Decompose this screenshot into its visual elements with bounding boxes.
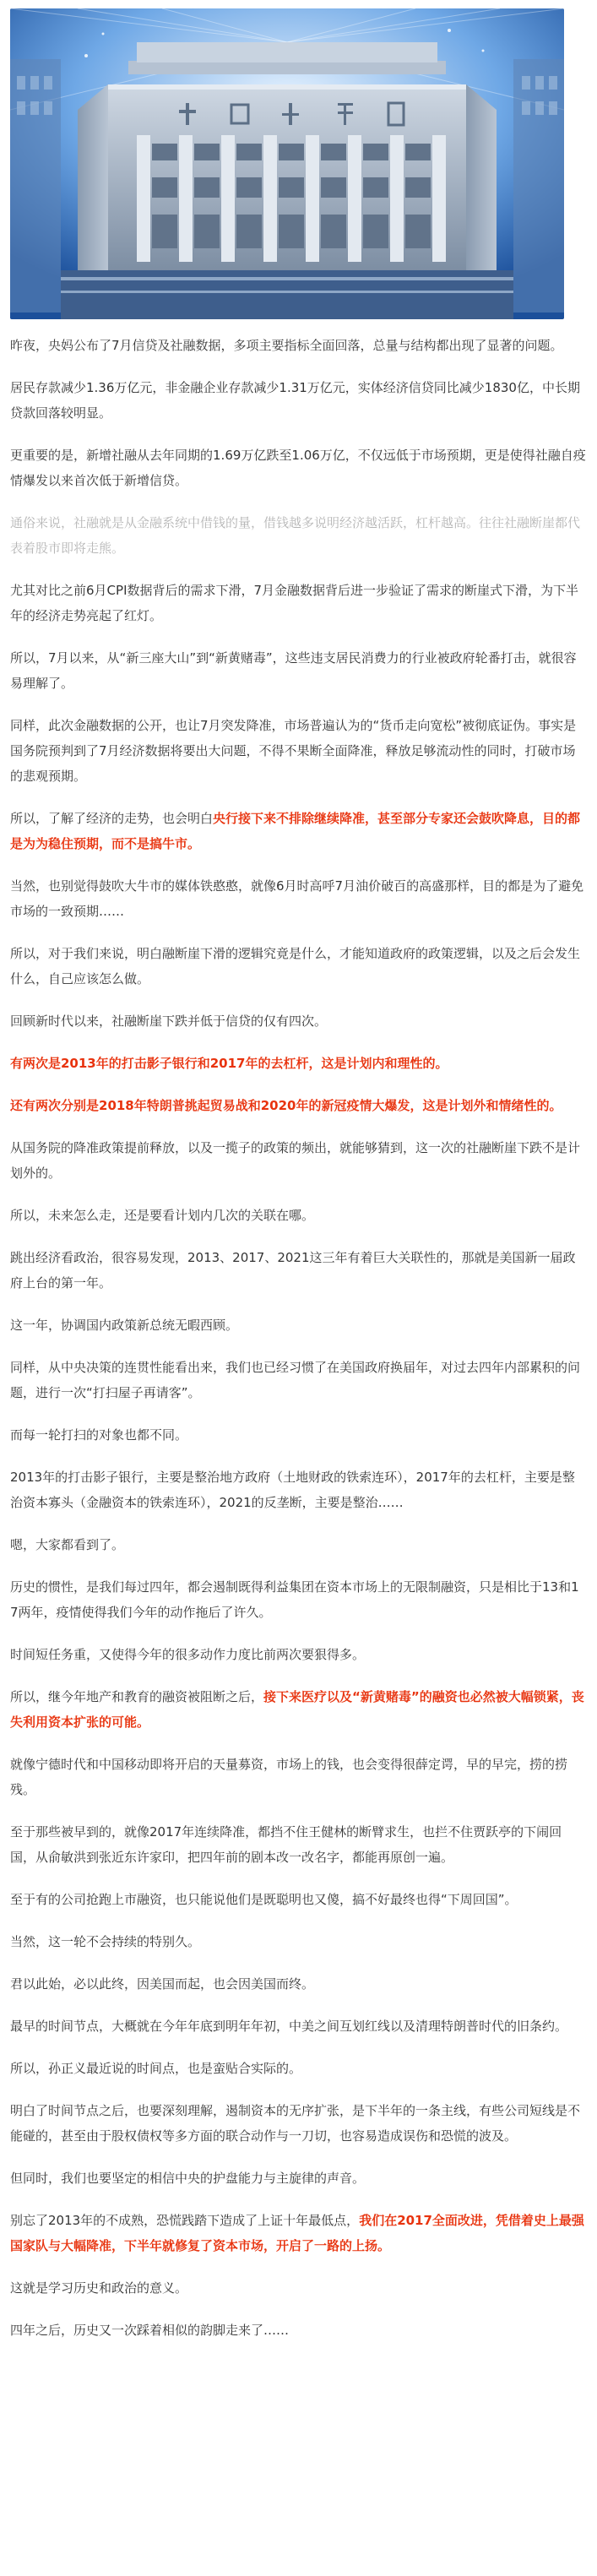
- paragraph-p31: [10, 2056, 587, 2081]
- text-span: 同样，从中央决策的连贯性能看出来，我们也已经习惯了在美国政府换届年，对过去四年内部累积的问题，进行一次“打扫屋子再请客”。: [10, 1360, 581, 1400]
- article-body: [10, 333, 587, 2360]
- paragraph-p27: [10, 1887, 587, 1912]
- paragraph-p10: [10, 941, 587, 992]
- paragraph-p19: [10, 1422, 587, 1448]
- text-span: 所以，继今年地产和教育的融资被阻断之后，: [10, 1689, 264, 1704]
- text-span: 历史的惯性，是我们每过四年，都会遏制既得利益集团在资本市场上的无限制融资，只是相比于13和17两年，疫情使得我们今年的动作拖后了许久。: [10, 1579, 579, 1620]
- text-span: 所以，孙正义最近说的时间点，也是蛮贴合实际的。: [10, 2061, 302, 2076]
- text-span: 回顾新时代以来，社融断崖下跌并低于信贷的仅有四次。: [10, 1014, 328, 1029]
- paragraph-p24: [10, 1684, 587, 1735]
- text-span: 跳出经济看政治，很容易发现，2013、2017、2021这三年有着巨大关联性的，那就是美国新一届政府上台的第一年。: [10, 1250, 576, 1291]
- paragraph-p11: [10, 1008, 587, 1034]
- paragraph-p30: [10, 2014, 587, 2039]
- paragraph-p33: [10, 2166, 587, 2191]
- text-span: 嗯，大家都看到了。: [10, 1537, 125, 1552]
- hero-image: [10, 8, 564, 319]
- paragraph-p2: [10, 375, 587, 426]
- paragraph-p23: [10, 1642, 587, 1667]
- text-span: 还有两次分别是2018年特朗普挑起贸易战和2020年的新冠疫情大爆发，这是计划外和情绪性的。: [10, 1098, 562, 1113]
- paragraph-p15: [10, 1203, 587, 1228]
- paragraph-p36: [10, 2318, 587, 2343]
- text-span: 2013年的打击影子银行，主要是整治地方政府（土地财政的铁索连环），2017年的去杠杆，主要是整治资本寡头（金融资本的铁索连环），2021的反垄断，主要是整治……: [10, 1470, 575, 1510]
- paragraph-p12: [10, 1051, 587, 1076]
- highlight-text: 接下来医疗以及“新黄赌毒”的融资也必然被大幅锁紧，丧失利用资本扩张的可能。: [10, 1689, 584, 1730]
- text-span: 这就是学习历史和政治的意义。: [10, 2280, 188, 2296]
- paragraph-p4: [10, 510, 587, 561]
- paragraph-p18: [10, 1355, 587, 1405]
- paragraph-p14: [10, 1135, 587, 1186]
- text-span: 至于有的公司抢跑上市融资，也只能说他们是既聪明也又傻，搞不好最终也得“下周回国”。: [10, 1892, 518, 1907]
- paragraph-p21: [10, 1532, 587, 1557]
- text-span: 四年之后，历史又一次踩着相似的韵脚走来了……: [10, 2323, 290, 2338]
- text-span: 所以，对于我们来说，明白融断崖下滑的逻辑究竟是什么，才能知道政府的政策逻辑，以及之后会发生什么，自己应该怎么做。: [10, 946, 581, 986]
- text-span: 别忘了2013年的不成熟，恐慌践踏下造成了上证十年最低点，: [10, 2213, 360, 2228]
- text-span: 通俗来说，社融就是从金融系统中借钱的量，借钱越多说明经济越活跃，杠杆越高。往往社融断崖都代表着股市即将走熊。: [10, 515, 581, 556]
- paragraph-p20: [10, 1465, 587, 1515]
- paragraph-p9: [10, 873, 587, 924]
- paragraph-p3: [10, 443, 587, 493]
- paragraph-p17: [10, 1312, 587, 1338]
- text-span: 当然，也别觉得鼓吹大牛市的媒体铁憨憨，就像6月时高呼7月油价破百的高盛那样，目的都是为了避免市场的一致预期……: [10, 878, 584, 919]
- paragraph-p5: [10, 578, 587, 628]
- paragraph-p26: [10, 1819, 587, 1870]
- text-span: 所以，7月以来，从“新三座大山”到“新黄赌毒”，这些违支居民消费力的行业被政府轮番打击，就很容易理解了。: [10, 650, 577, 691]
- highlight-text: 央行接下来不排除继续降准，甚至部分专家还会鼓吹降息，目的都是为为稳住预期，而不是搞牛市。: [10, 811, 581, 851]
- paragraph-p28: [10, 1929, 587, 1954]
- paragraph-p6: [10, 645, 587, 696]
- paragraph-p1: [10, 333, 587, 358]
- text-span: 所以，了解了经济的走势，也会明白: [10, 811, 214, 826]
- text-span: 所以，未来怎么走，还是要看计划内几次的关联在哪。: [10, 1208, 315, 1223]
- paragraph-p22: [10, 1574, 587, 1625]
- text-span: 这一年，协调国内政策新总统无暇西顾。: [10, 1318, 239, 1333]
- paragraph-p34: [10, 2208, 587, 2258]
- text-span: 明白了时间节点之后，也要深刻理解，遏制资本的无序扩张，是下半年的一条主线，有些公司短线是不能碰的，甚至由于股权债权等多方面的联合动作与一刀切，也容易造成误伤和恐慌的波及。: [10, 2103, 581, 2144]
- paragraph-p7: [10, 713, 587, 789]
- paragraph-p8: [10, 806, 587, 856]
- text-span: 当然，这一轮不会持续的特别久。: [10, 1934, 201, 1949]
- paragraph-p35: [10, 2275, 587, 2301]
- text-span: 从国务院的降准政策提前释放，以及一揽子的政策的频出，就能够猜到，这一次的社融断崖下跌不是计划外的。: [10, 1140, 581, 1181]
- text-span: 有两次是2013年的打击影子银行和2017年的去杠杆，这是计划内和理性的。: [10, 1056, 448, 1071]
- text-span: 至于那些被早到的，就像2017年连续降准，都挡不住王健林的断臂求生，也拦不住贾跃亭的下闹回国，从俞敏洪到张近东许家印，把四年前的剧本改一改名字，都能再原创一遍。: [10, 1824, 562, 1865]
- paragraph-p16: [10, 1245, 587, 1296]
- text-span: 更重要的是，新增社融从去年同期的1.69万亿跌至1.06万亿，不仅远低于市场预期，更是使得社融自疫情爆发以来首次低于新增信贷。: [10, 448, 586, 488]
- paragraph-p32: [10, 2098, 587, 2149]
- text-span: 但同时，我们也要坚定的相信中央的护盘能力与主旋律的声音。: [10, 2171, 366, 2186]
- pboc-building-illustration: [10, 8, 564, 319]
- paragraph-p13: [10, 1093, 587, 1118]
- text-span: 就像宁德时代和中国移动即将开启的天量募资，市场上的钱，也会变得很薛定谔，早的早完，捞的捞残。: [10, 1757, 568, 1797]
- paragraph-p25: [10, 1752, 587, 1802]
- text-span: 时间短任务重，又使得今年的很多动作力度比前两次要狠得多。: [10, 1647, 366, 1662]
- text-span: 尤其对比之前6月CPI数据背后的需求下滑，7月金融数据背后进一步验证了需求的断崖式下滑，为下半年的经济走势亮起了红灯。: [10, 583, 579, 623]
- text-span: 同样，此次金融数据的公开，也让7月突发降准，市场普遍认为的“货币走向宽松”被彻底证伪。事实是国务院预判到了7月经济数据将要出大问题，不得不果断全面降准，释放足够流动性的同时，打破市场的悲观预期。: [10, 718, 577, 784]
- text-span: 而每一轮打扫的对象也都不同。: [10, 1427, 188, 1443]
- text-span: 昨夜，央妈公布了7月信贷及社融数据，多项主要指标全面回落，总量与结构都出现了显著的问题。: [10, 338, 563, 353]
- highlight-text: 我们在2017全面改进，凭借着史上最强国家队与大幅降准，下半年就修复了资本市场，开启了一路的上扬。: [10, 2213, 584, 2253]
- paragraph-p29: [10, 1971, 587, 1997]
- text-span: 最早的时间节点，大概就在今年年底到明年年初，中美之间互划红线以及清理特朗普时代的旧条约。: [10, 2019, 568, 2034]
- text-span: 居民存款减少1.36万亿元，非金融企业存款减少1.31万亿元，实体经济信贷同比减少1830亿，中长期贷款回落较明显。: [10, 380, 580, 421]
- text-span: 君以此始，必以此终，因美国而起，也会因美国而终。: [10, 1976, 315, 1992]
